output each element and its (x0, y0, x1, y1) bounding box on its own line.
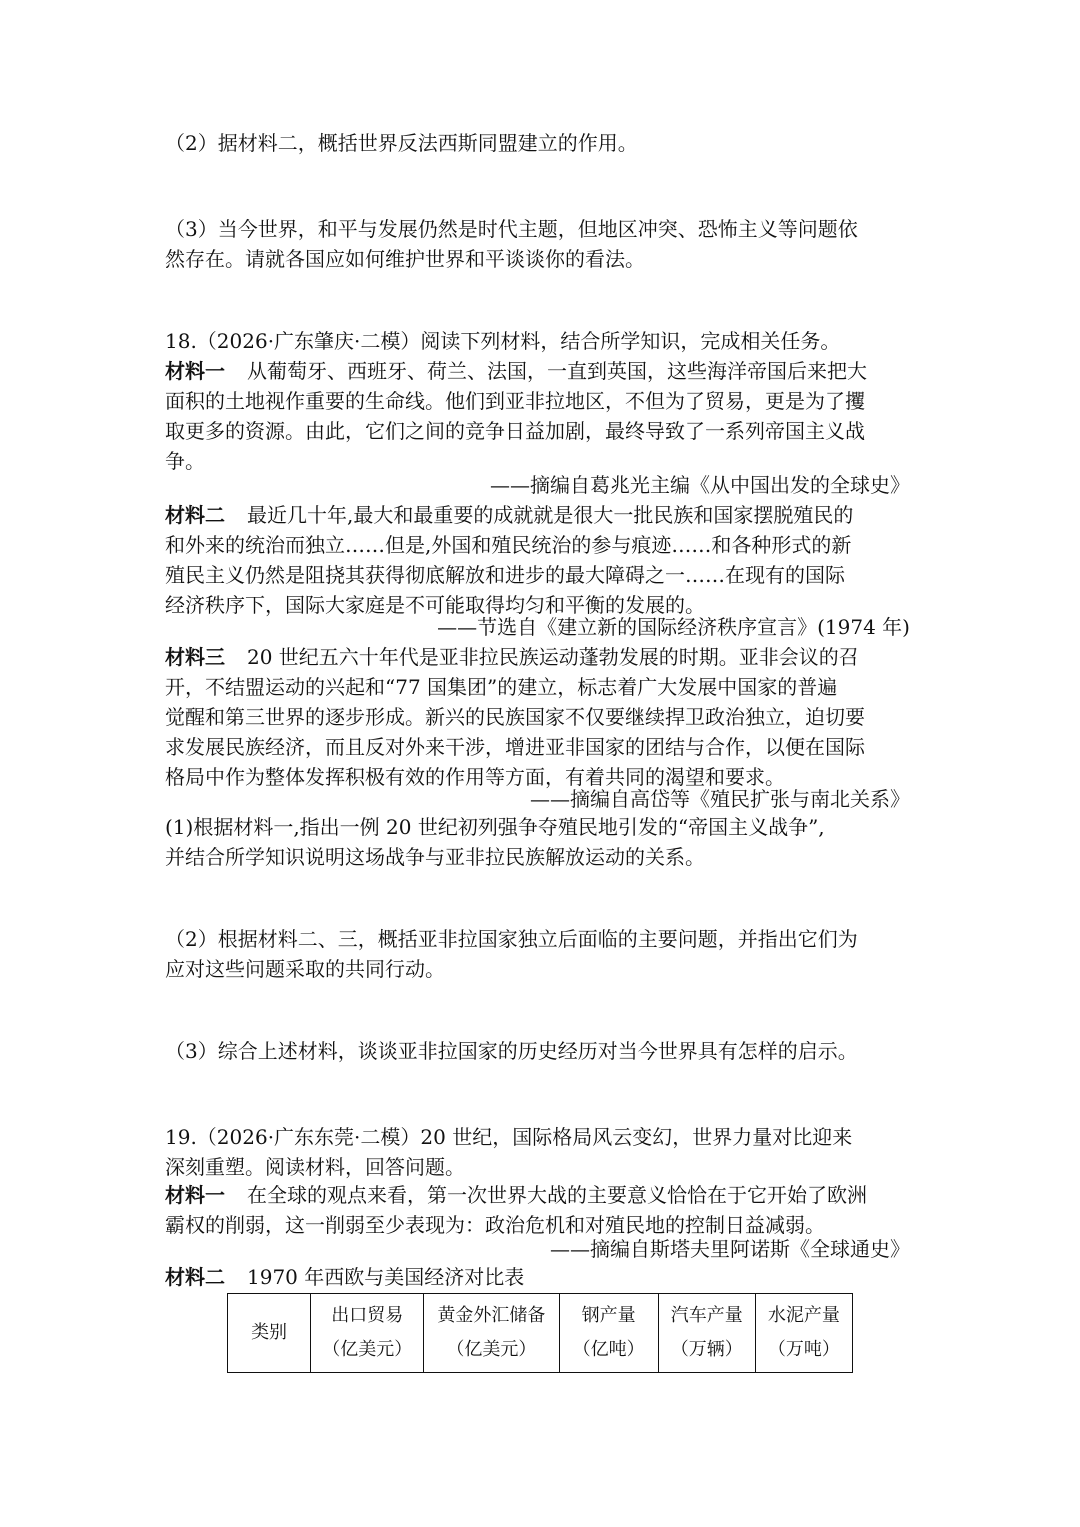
q18-subquestion-3: （3）综合上述材料，谈谈亚非拉国家的历史经历对当今世界具有怎样的启示。 (165, 1039, 858, 1063)
q18-subquestion-2-line1: （2）根据材料二、三，概括亚非拉国家独立后面临的主要问题，并指出它们为 (165, 927, 858, 951)
q19-material2-label: 材料二 (165, 1265, 225, 1289)
table-header-cell: 类别 (228, 1294, 311, 1373)
q18-material1-line4: 争。 (165, 449, 205, 473)
table-header-cell: 汽车产量 （万辆） (658, 1294, 755, 1373)
table-header-cell: 出口贸易 （亿美元） (311, 1294, 424, 1373)
q18-material1-line2: 面积的土地视作重要的生命线。他们到亚非拉地区，不但为了贸易，更是为了攫 (165, 389, 865, 413)
q18-material2-line3: 殖民主义仍然是阻挠其获得彻底解放和进步的最大障碍之一……在现有的国际 (165, 563, 845, 587)
table-header-cell: 水泥产量 （万吨） (755, 1294, 852, 1373)
q18-material3-line5: 格局中作为整体发挥积极有效的作用等方面，有着共同的渴望和要求。 (165, 765, 785, 789)
table-header-cell: 黄金外汇储备 （亿美元） (424, 1294, 559, 1373)
q17-subquestion-3-line2: 然存在。请就各国应如何维护世界和平谈谈你的看法。 (165, 247, 645, 271)
q18-subquestion-1-line1: (1)根据材料一,指出一例 20 世纪初列强争夺殖民地引发的“帝国主义战争”, (165, 815, 825, 839)
q19-header-line1: 19.（2026·广东东莞·二模）20 世纪，国际格局风云变幻，世界力量对比迎来 (165, 1125, 853, 1149)
q18-material1-line3: 取更多的资源。由此，它们之间的竞争日益加剧，最终导致了一系列帝国主义战 (165, 419, 865, 443)
q18-material1-line1: 材料一 从葡萄牙、西班牙、荷兰、法国，一直到英国，这些海洋帝国后来把大 (165, 359, 867, 383)
q17-subquestion-3-line1: （3）当今世界，和平与发展仍然是时代主题，但地区冲突、恐怖主义等问题依 (165, 217, 858, 241)
q18-material3-source: ——摘编自高岱等《殖民扩张与南北关系》 (530, 787, 910, 811)
economy-comparison-table (227, 1293, 853, 1373)
q19-material1-line2: 霸权的削弱，这一削弱至少表现为：政治危机和对殖民地的控制日益减弱。 (165, 1213, 825, 1237)
q18-material1-source: ——摘编自葛兆光主编《从中国出发的全球史》 (490, 473, 910, 497)
q18-material3-line4: 求发展民族经济，而且反对外来干涉，增进亚非国家的团结与合作，以便在国际 (165, 735, 865, 759)
q18-material3-line3: 觉醒和第三世界的逐步形成。新兴的民族国家不仅要继续捍卫政治独立，迫切要 (165, 705, 865, 729)
q18-material2-line2: 和外来的统治而独立……但是,外国和殖民统治的参与痕迹……和各种形式的新 (165, 533, 852, 557)
q18-material2-label: 材料二 (165, 503, 225, 527)
q18-subquestion-1-line2: 并结合所学知识说明这场战争与亚非拉民族解放运动的关系。 (165, 845, 705, 869)
q18-material3-line1: 材料三 20 世纪五六十年代是亚非拉民族运动蓬勃发展的时期。亚非会议的召 (165, 645, 859, 669)
q19-material1-source: ——摘编自斯塔夫里阿诺斯《全球通史》 (550, 1237, 910, 1261)
q18-material2-source: ——节选自《建立新的国际经济秩序宣言》(1974 年) (437, 615, 910, 639)
q19-material1-line1: 材料一 在全球的观点来看，第一次世界大战的主要意义恰恰在于它开始了欧洲 (165, 1183, 867, 1207)
q18-material3-line2: 开，不结盟运动的兴起和“77 国集团”的建立，标志着广大发展中国家的普遍 (165, 675, 838, 699)
table-header-row (228, 1294, 853, 1373)
q17-subquestion-2: （2）据材料二，概括世界反法西斯同盟建立的作用。 (165, 131, 638, 155)
q18-material2-line4: 经济秩序下，国际大家庭是不可能取得均匀和平衡的发展的。 (165, 593, 705, 617)
q19-material1-label: 材料一 (165, 1183, 225, 1207)
q19-material2-heading (165, 1262, 524, 1292)
q18-subquestion-2-line2: 应对这些问题采取的共同行动。 (165, 957, 445, 981)
table-header-cell: 钢产量 （亿吨） (559, 1294, 658, 1373)
q18-material2-line1: 材料二 最近几十年,最大和最重要的成就就是很大一批民族和国家摆脱殖民的 (165, 503, 854, 527)
q18-header: 18.（2026·广东肇庆·二模）阅读下列材料，结合所学知识，完成相关任务。 (165, 329, 841, 353)
q19-header-line2: 深刻重塑。阅读材料，回答问题。 (165, 1155, 465, 1179)
q18-material1-label: 材料一 (165, 359, 225, 383)
q19-table-title: 1970 年西欧与美国经济对比表 (247, 1265, 525, 1289)
q18-material3-label: 材料三 (165, 645, 225, 669)
